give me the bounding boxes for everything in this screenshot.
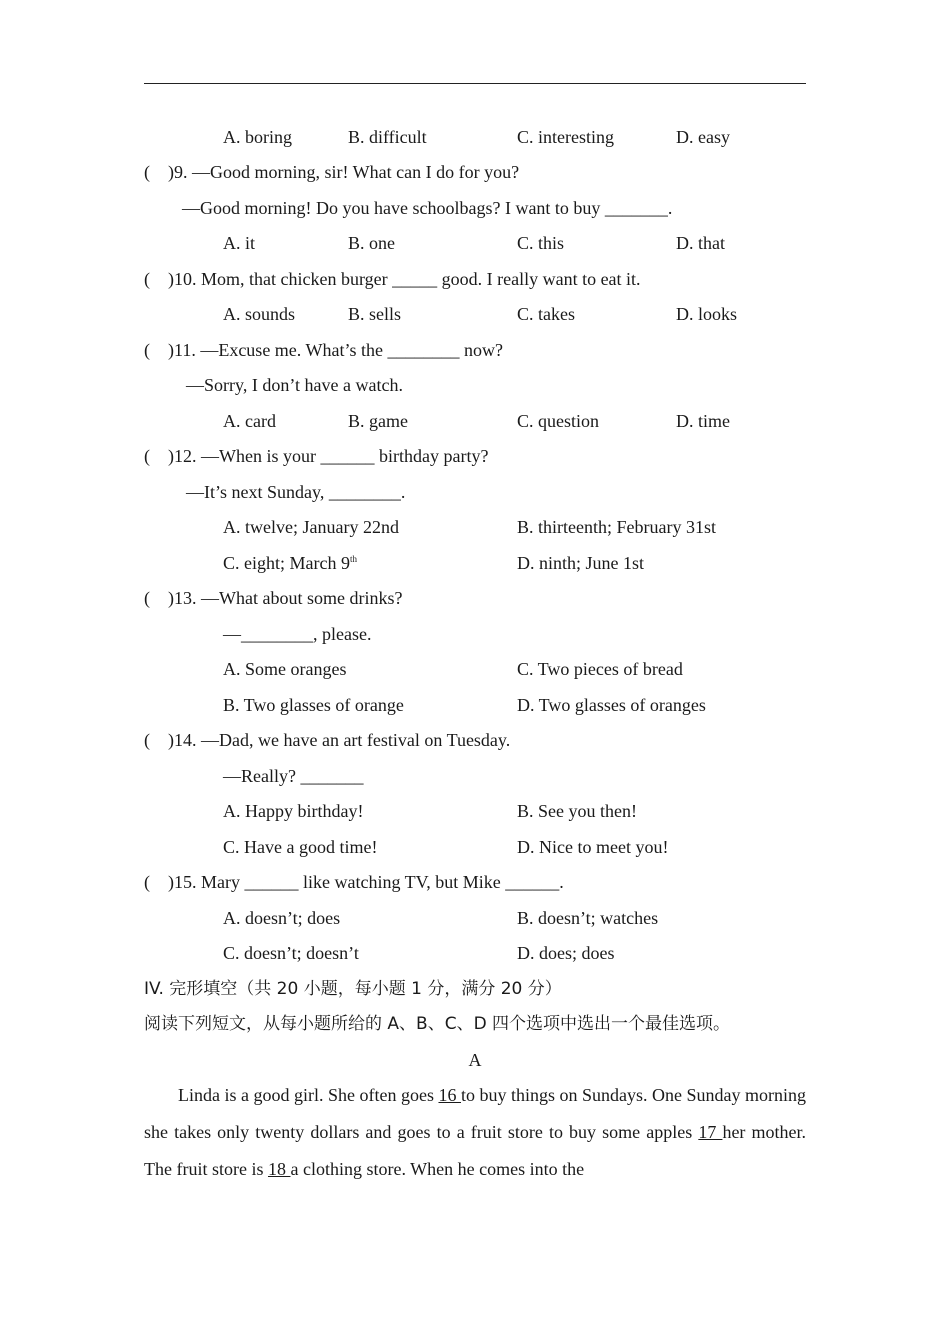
section-iv-title: IV. 完形填空（共 20 小题，每小题 1 分，满分 20 分） [144,979,562,999]
q13-stem: )13. —What about some drinks? [168,588,403,608]
q11-paren: ( [144,340,150,360]
q15-option-b: B. doesn’t; watches [517,908,659,928]
q11-stem: )11. —Excuse me. What’s the ________ now? [168,340,503,360]
blank-16: 16 [438,1085,461,1105]
q12-stem: )12. —When is your ______ birthday party? [168,446,489,466]
q15-option-d: D. does; does [517,943,615,963]
passage-text-3: her mother. The fruit store is [144,1122,807,1179]
q13-option-c: C. Two pieces of bread [517,659,683,679]
q11-option-b: B. game [348,411,408,431]
section-iv-instruction: 阅读下列短文，从每小题所给的 A、B、C、D 四个选项中选出一个最佳选项。 [144,1014,731,1034]
q11-option-d: D. time [676,411,730,431]
q15-option-c: C. doesn’t; doesn’t [223,943,359,963]
q13-paren: ( [144,588,150,608]
q8-option-c: C. interesting [517,127,614,147]
passage-a [144,1077,806,1188]
q8-option-a: A. boring [223,127,292,147]
q11-response: —Sorry, I don’t have a watch. [186,375,403,395]
q14-option-c: C. Have a good time! [223,837,378,857]
q9-option-a: A. it [223,233,256,253]
q15-option-a: A. doesn’t; does [223,908,341,928]
q13-option-d: D. Two glasses of oranges [517,695,706,715]
blank-17: 17 [698,1122,723,1142]
passage-label: A [468,1050,482,1070]
q14-response: —Really? _______ [223,766,364,786]
q15-stem: )15. Mary ______ like watching TV, but Mike ______. [168,872,564,892]
q13-option-a: A. Some oranges [223,659,347,679]
header-rule [144,83,806,84]
q9-paren: ( [144,162,150,182]
q9-stem: )9. —Good morning, sir! What can I do for you? [168,162,520,182]
q9-option-d: D. that [676,233,725,253]
q8-option-d: D. easy [676,127,730,147]
q10-option-d: D. looks [676,304,738,324]
q12-option-c [223,552,357,574]
q12-option-c-text: C. eight; March 9 [223,553,350,573]
q10-option-a: A. sounds [223,304,296,324]
q15-paren: ( [144,872,150,892]
q10-paren: ( [144,269,150,289]
q13-response: —________, please. [223,624,372,644]
q14-option-a: A. Happy birthday! [223,801,364,821]
q11-option-a: A. card [223,411,276,431]
q13-option-b: B. Two glasses of orange [223,695,404,715]
q12-paren: ( [144,446,150,466]
q9-option-c: C. this [517,233,565,253]
q12-option-a: A. twelve; January 22nd [223,517,399,537]
q10-option-b: B. sells [348,304,402,324]
passage-text-1: Linda is a good girl. She often goes [178,1085,439,1105]
passage-text-4: a clothing store. When he comes into the [290,1159,585,1179]
q12-response: —It’s next Sunday, ________. [186,482,406,502]
q12-option-c-sup: th [349,554,357,564]
q9-response: —Good morning! Do you have schoolbags? I want to buy _______. [182,198,673,218]
q14-option-d: D. Nice to meet you! [517,837,669,857]
q14-option-b: B. See you then! [517,801,637,821]
q10-stem: )10. Mom, that chicken burger _____ good. I really want to eat it. [168,269,641,289]
q8-option-b: B. difficult [348,127,427,147]
blank-18: 18 [267,1159,291,1179]
passage-text-2: to buy things on Sundays. One Sunday morning she takes only twenty dollars and goes to a fruit store to buy some apples [144,1085,807,1142]
q14-paren: ( [144,730,150,750]
q11-option-c: C. question [517,411,600,431]
q10-option-c: C. takes [517,304,575,324]
q9-option-b: B. one [348,233,395,253]
q12-option-d: D. ninth; June 1st [517,553,645,573]
q12-option-b: B. thirteenth; February 31st [517,517,716,537]
q14-stem: )14. —Dad, we have an art festival on Tuesday. [168,730,511,750]
